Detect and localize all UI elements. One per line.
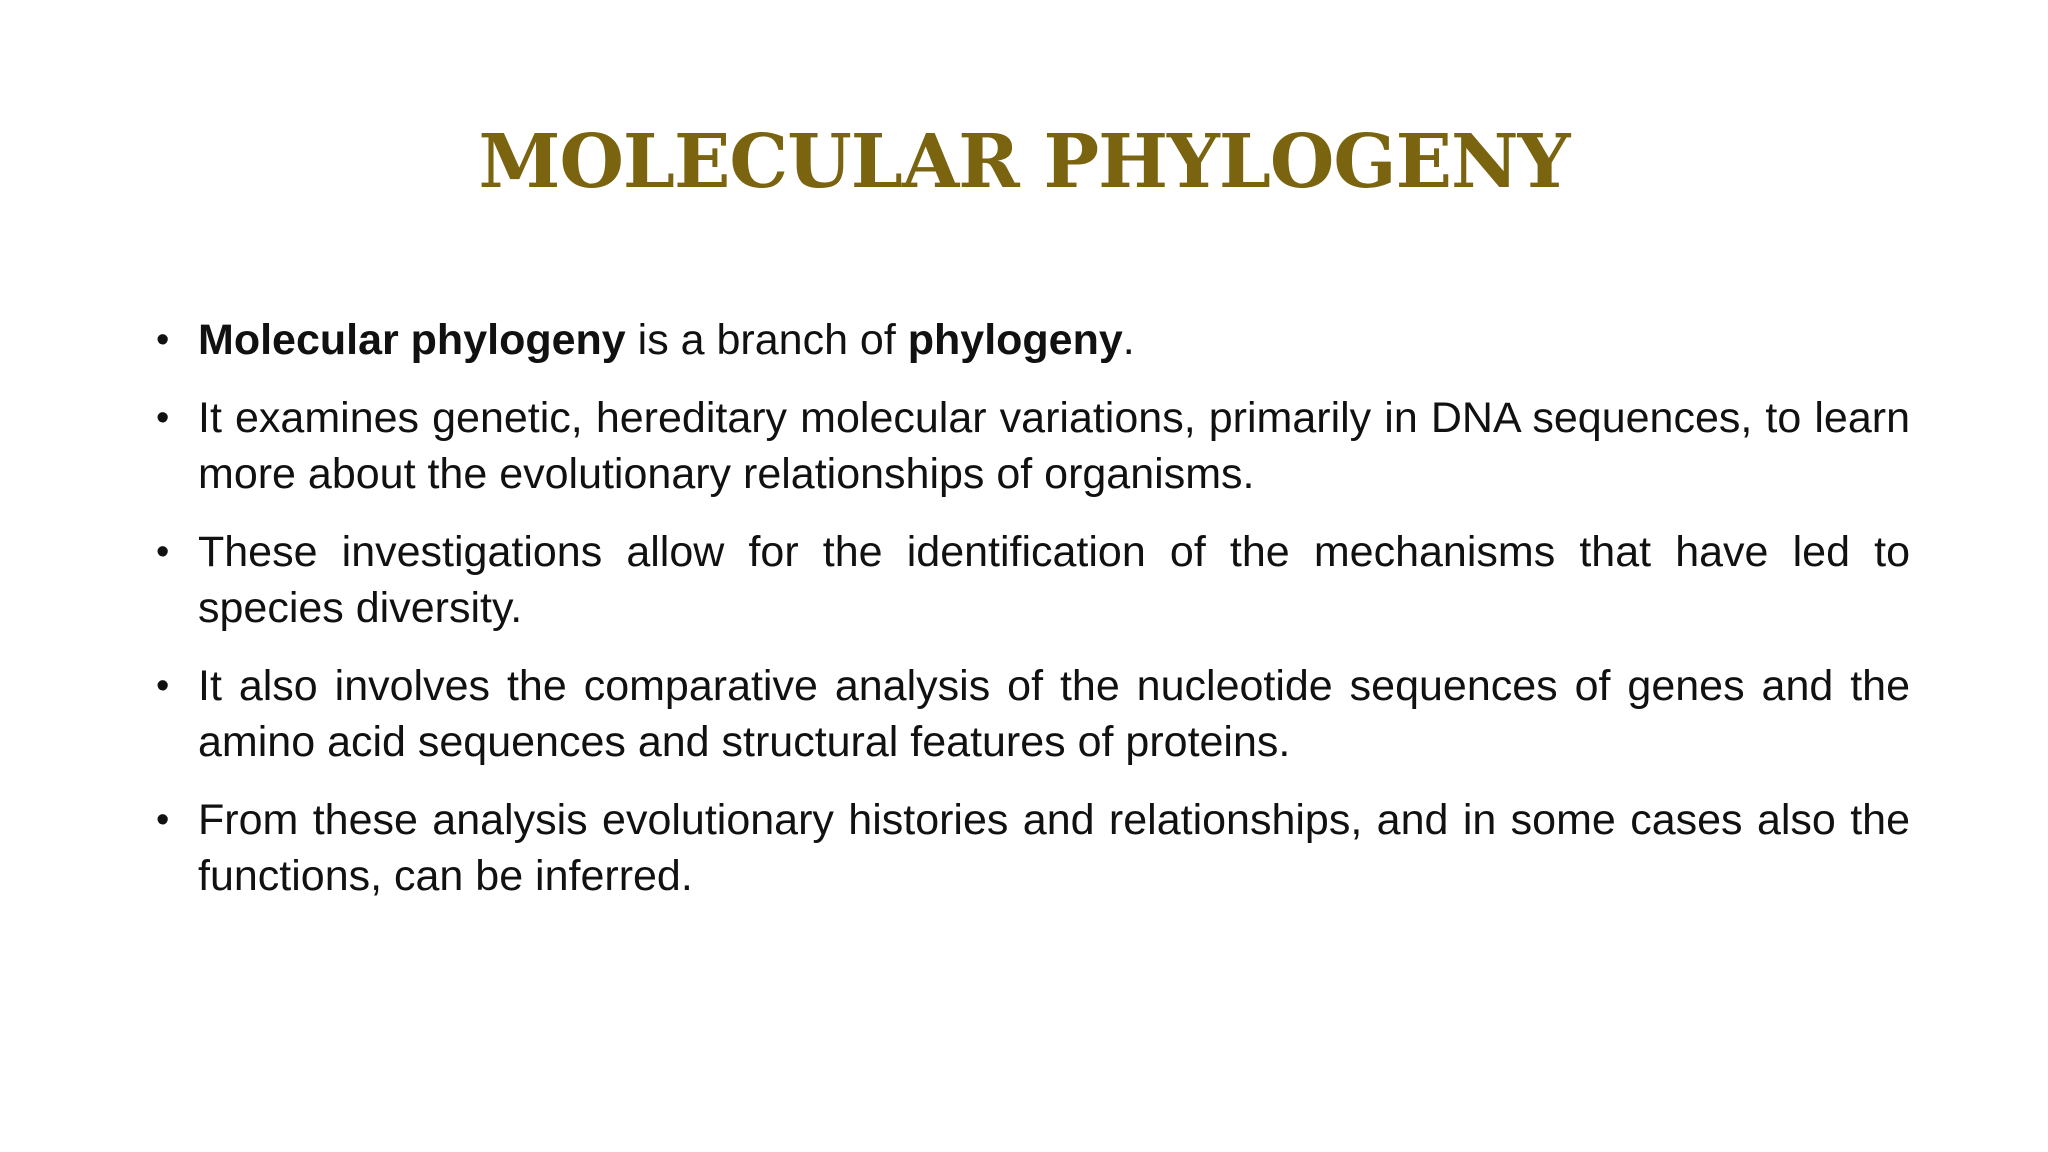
bullet-text-bold: Molecular phylogeny	[198, 316, 626, 364]
bullet-item	[150, 658, 1910, 770]
bullet-text: From these analysis evolutionary histories and relationships, and in some cases also the functions, can be inferred.	[198, 796, 1910, 900]
slide-title: MOLECULAR PHYLOGENY	[478, 119, 1570, 205]
bullet-icon: •	[156, 799, 170, 841]
bullet-text: It also involves the comparative analysis of the nucleotide sequences of genes and the amino acid sequences and structural features of proteins.	[198, 662, 1910, 766]
bullet-text: It examines genetic, hereditary molecular variations, primarily in DNA sequences, to learn more about the evolutionary relationships of organisms.	[198, 394, 1910, 498]
bullet-text: These investigations allow for the identification of the mechanisms that have led to species diversity.	[198, 528, 1910, 632]
bullet-text-bold: phylogeny	[907, 316, 1123, 364]
bullet-list	[150, 312, 1910, 926]
bullet-icon: •	[156, 665, 170, 707]
bullet-item	[150, 792, 1910, 904]
bullet-text: .	[1122, 316, 1135, 364]
bullet-icon: •	[156, 397, 170, 439]
bullet-item	[150, 524, 1910, 636]
bullet-text: is a branch of	[625, 316, 908, 364]
bullet-icon: •	[156, 531, 170, 573]
bullet-icon: •	[156, 319, 170, 361]
bullet-item	[150, 390, 1910, 502]
bullet-item	[150, 312, 1910, 368]
